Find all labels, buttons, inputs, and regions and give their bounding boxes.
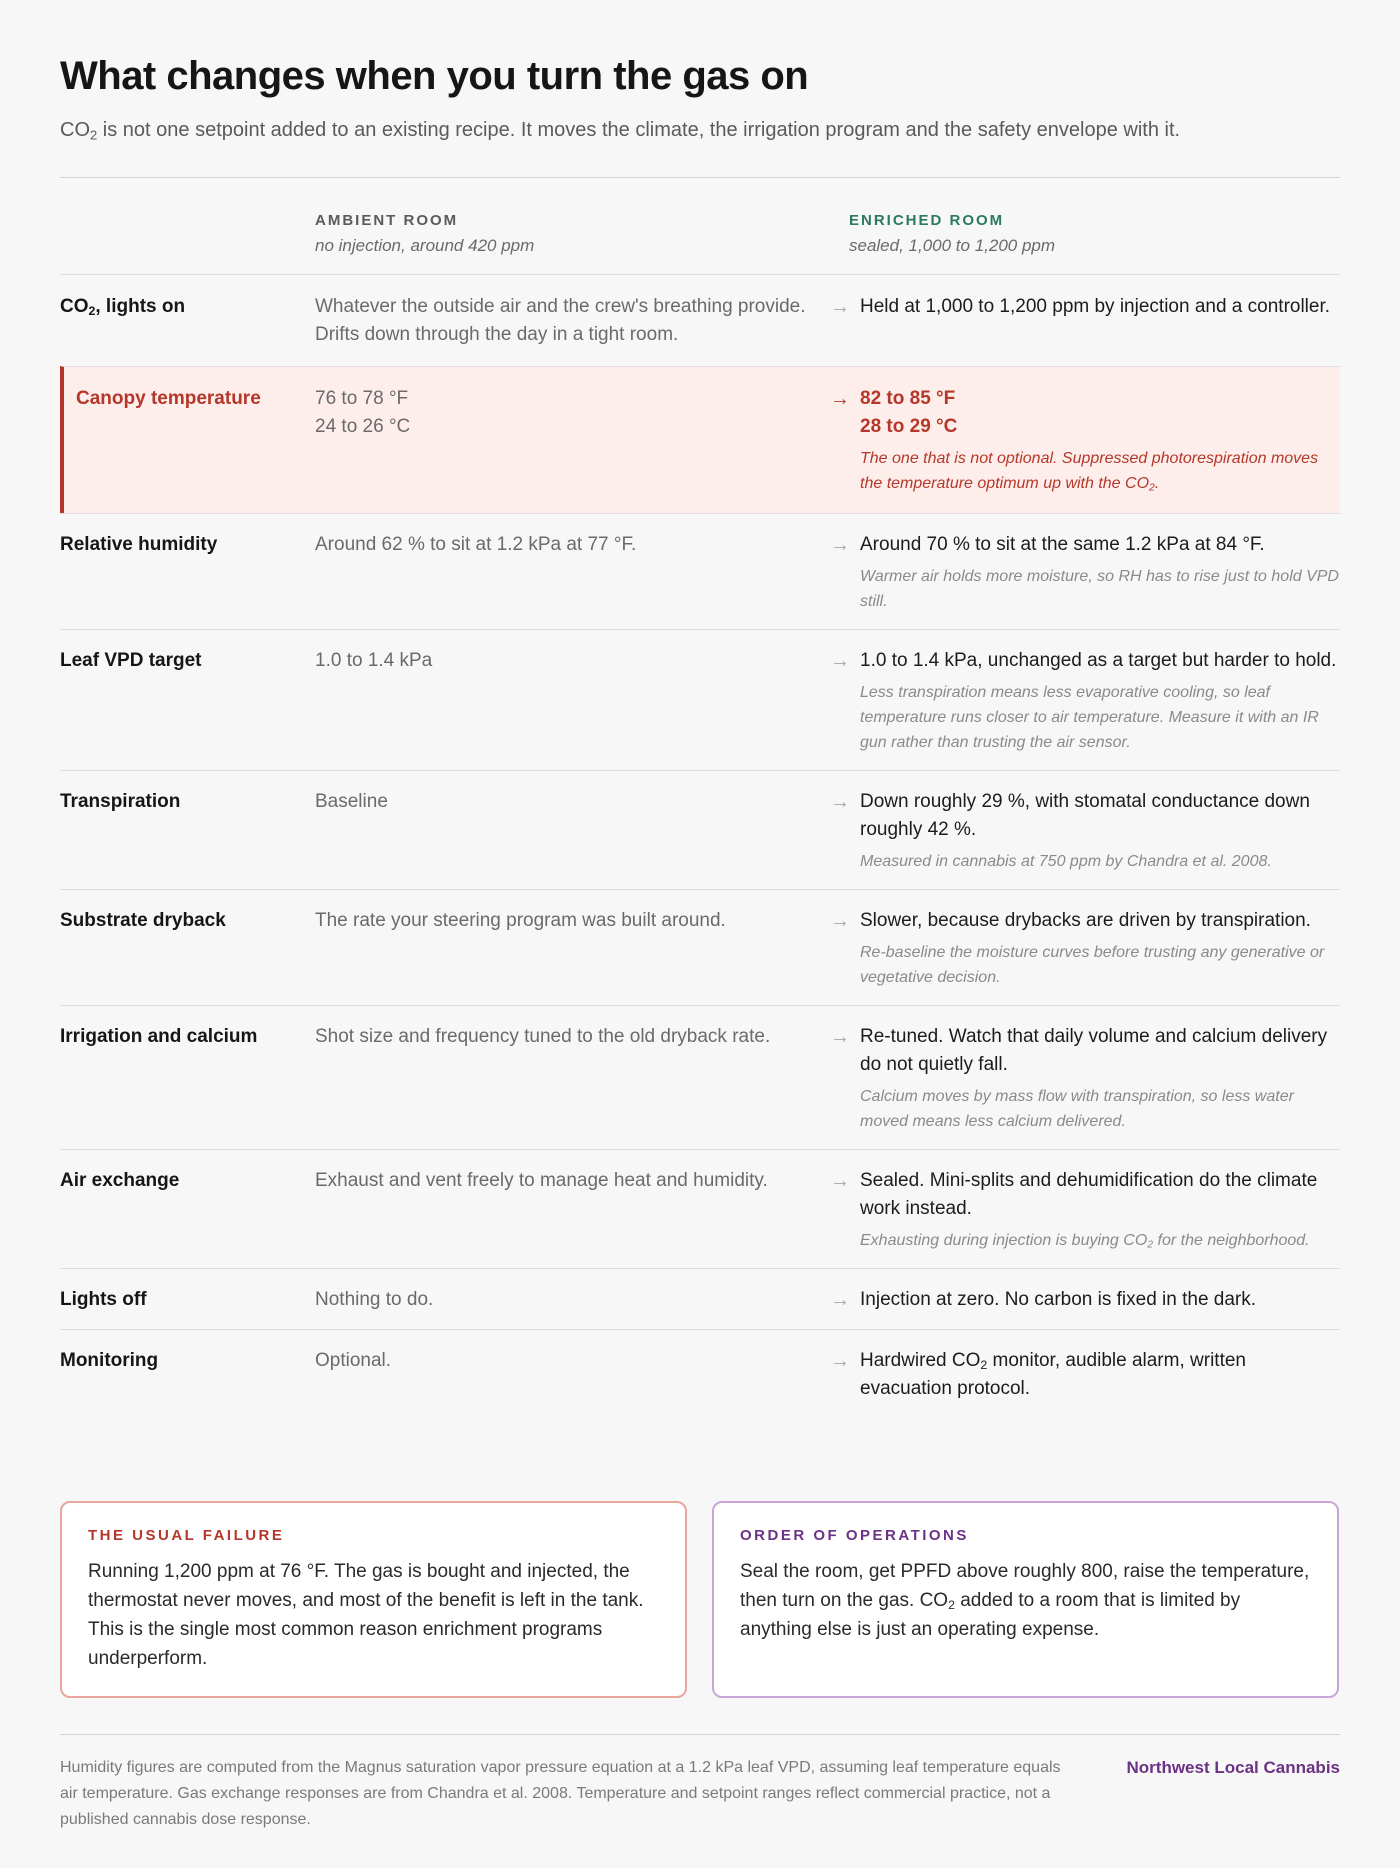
ambient-column-sublabel: no injection, around 420 ppm (315, 236, 535, 255)
footer (60, 1734, 1340, 1833)
callout-text: Running 1,200 ppm at 76 °F. The gas is bought and injected, the thermostat never moves, and most of the benefit is left in the tank. This is the single most common reason enrichment programs underperform. (88, 1561, 644, 1669)
arrow-icon: → (830, 1350, 850, 1372)
table-row-highlighted (60, 366, 1340, 513)
arrow-icon: → (830, 1289, 850, 1311)
table-row (60, 629, 1340, 770)
ambient-value: The rate your steering program was built around. (315, 910, 726, 931)
callouts (60, 1501, 1340, 1698)
arrow-icon: → (830, 296, 850, 318)
enriched-column-header (849, 212, 1340, 274)
table-row (60, 274, 1340, 366)
ambient-value: Nothing to do. (315, 1289, 434, 1310)
enriched-column-sublabel: sealed, 1,000 to 1,200 ppm (849, 236, 1056, 255)
table-row (60, 889, 1340, 1005)
ambient-value: Exhaust and vent freely to manage heat and humidity. (315, 1170, 768, 1191)
enriched-value: 1.0 to 1.4 kPa, unchanged as a target but harder to hold. (860, 650, 1337, 671)
row-label: Transpiration (60, 791, 181, 812)
table-row (60, 770, 1340, 889)
page (60, 52, 1340, 1828)
enriched-value: Injection at zero. No carbon is fixed in the dark. (860, 1289, 1257, 1310)
enriched-value: Sealed. Mini-splits and dehumidification do the climate work instead. (860, 1170, 1318, 1219)
arrow-icon: → (830, 1170, 850, 1192)
arrow-icon: → (830, 388, 850, 410)
callout-title: ORDER OF OPERATIONS (740, 1527, 969, 1544)
ambient-value: Whatever the outside air and the crew's breathing provide. Drifts down through the day in a tight room. (315, 296, 806, 345)
row-note: Measured in cannabis at 750 ppm by Chandra et al. 2008. (860, 853, 1272, 870)
ambient-value: 1.0 to 1.4 kPa (315, 650, 433, 671)
brand-name: Northwest Local Cannabis (1126, 1758, 1340, 1777)
row-label: Relative humidity (60, 534, 218, 555)
usual-failure-callout (60, 1501, 687, 1698)
page-subtitle: $CO_2$ is not one setpoint added to an existing recipe. It moves the climate, the irrigation program and the safety envelope with it. (60, 119, 1181, 143)
enriched-value: Hardwired $CO_2$ monitor, audible alarm, written evacuation protocol. (860, 1350, 1246, 1399)
table-row (60, 1268, 1340, 1329)
enriched-value: Slower, because drybacks are driven by transpiration. (860, 910, 1311, 931)
enriched-value: Re-tuned. Watch that daily volume and calcium delivery do not quietly fall. (860, 1026, 1328, 1075)
row-note: Less transpiration means less evaporative cooling, so leaf temperature runs closer to air temperature. Measure it with an IR gun rather than trusting the air sensor. (860, 684, 1319, 751)
enriched-value: Around 70 % to sit at the same 1.2 kPa at 84 °F. (860, 534, 1265, 555)
enriched-value: Down roughly 29 %, with stomatal conductance down roughly 42 %. (860, 791, 1310, 840)
row-label: Monitoring (60, 1350, 159, 1371)
ambient-column-header (315, 212, 849, 274)
row-note: Calcium moves by mass flow with transpiration, so less water moved means less calcium delivered. (860, 1088, 1294, 1130)
row-note: Exhausting during injection is buying $CO_2$ for the neighborhood. (860, 1232, 1310, 1251)
enriched-value-fahrenheit: 82 to 85 °F (860, 388, 956, 409)
ambient-value: Baseline (315, 791, 388, 812)
table-row (60, 513, 1340, 629)
arrow-icon: → (830, 1026, 850, 1048)
ambient-value: Shot size and frequency tuned to the old dryback rate. (315, 1026, 771, 1047)
footnote: Humidity figures are computed from the Magnus saturation vapor pressure equation at a 1.2 kPa leaf VPD, assuming leaf temperature equals air temperature. Gas exchange responses are from Chandra et al. 2008. Temperature and setpoint ranges reflect commercial practice, not a published cannabis dose response. (60, 1759, 1061, 1828)
row-label: Substrate dryback (60, 910, 226, 931)
arrow-icon: → (830, 650, 850, 672)
arrow-icon: → (830, 534, 850, 556)
row-label: Air exchange (60, 1170, 180, 1191)
table-row (60, 1005, 1340, 1149)
row-note: The one that is not optional. Suppressed photorespiration moves the temperature optimum up with the $CO_2$. (860, 450, 1319, 494)
row-note: Re-baseline the moisture curves before trusting any generative or vegetative decision. (860, 944, 1325, 986)
enriched-value-celsius: 28 to 29 °C (860, 416, 958, 437)
row-label: Leaf VPD target (60, 650, 202, 671)
column-headers (60, 178, 1340, 274)
arrow-icon: → (830, 791, 850, 813)
table-row (60, 1149, 1340, 1268)
enriched-value: Held at 1,000 to 1,200 ppm by injection and a controller. (860, 296, 1331, 317)
table-row (60, 1329, 1340, 1403)
ambient-column-label: AMBIENT ROOM (315, 212, 459, 229)
row-label: $CO_2$, lights on (60, 296, 186, 319)
ambient-value-celsius: 24 to 26 °C (315, 416, 411, 437)
order-of-operations-callout (712, 1501, 1339, 1698)
ambient-value: Around 62 % to sit at 1.2 kPa at 77 °F. (315, 534, 637, 555)
ambient-value-fahrenheit: 76 to 78 °F (315, 388, 409, 409)
ambient-value: Optional. (315, 1350, 392, 1371)
callout-text: Seal the room, get PPFD above roughly 800, raise the temperature, then turn on the gas. $CO_2$ added to a room that is limited by anything else is just an operating expense. (740, 1561, 1310, 1640)
callout-title: THE USUAL FAILURE (88, 1527, 285, 1544)
enriched-column-label: ENRICHED ROOM (849, 212, 1005, 229)
row-label: Irrigation and calcium (60, 1026, 258, 1047)
row-label: Lights off (60, 1289, 147, 1310)
row-label: Canopy temperature (76, 388, 261, 409)
row-note: Warmer air holds more moisture, so RH has to rise just to hold VPD still. (860, 568, 1339, 610)
arrow-icon: → (830, 910, 850, 932)
page-title: What changes when you turn the gas on (60, 54, 809, 98)
